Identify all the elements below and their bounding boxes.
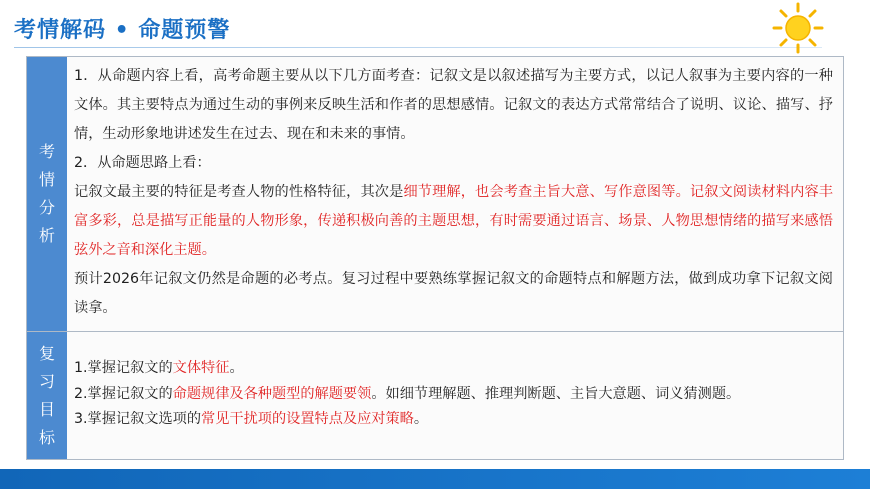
analysis-content <box>74 62 833 323</box>
analysis-paragraph-4: 预计2026年记叙文仍然是命题的必考点。复习过程中要熟练掌握记叙文的命题特点和解题方法，做到成功拿下记叙文阅读拿。 <box>74 271 833 316</box>
analysis-paragraph-1: 1．从命题内容上看，高考命题主要从以下几方面考查：记叙文是以叙述描写为主要方式，以记人叙事为主要内容的一种文体。其主要特点为通过生动的事例来反映生活和作者的思想感情。记叙文的表达方式常常结合了说明、议论、描写、抒情，生动形象地讲述发生在过去、现在和未来的事情。 <box>74 68 833 142</box>
goal-item <box>74 356 833 382</box>
goal-suffix: 。 <box>413 411 429 427</box>
analysis-text: 记叙文最主要的特征是考查人物的性格特征，其次是 <box>74 184 404 200</box>
goal-suffix: 。 <box>229 360 244 376</box>
goal-highlight: 文体特征 <box>172 360 230 376</box>
goals-label: 复习目标 <box>38 343 55 447</box>
analysis-label-cell <box>27 57 67 331</box>
analysis-paragraph-3 <box>74 178 833 265</box>
goal-highlight: 常见干扰项的设置特点及应对策略 <box>201 411 414 427</box>
goal-prefix: 2.掌握记叙文的 <box>74 385 173 402</box>
sun-icon <box>772 2 824 54</box>
row-divider <box>27 331 843 332</box>
analysis-label: 考情分析 <box>38 142 55 245</box>
analysis-highlight: 细节理解，也会考查主旨大意、写作意图等。记叙文阅读材料内容丰富多彩，总是描写正能量的人物形象，传递积极向善的主题思想，有时需要通过语言、场景、人物思想情绪的描写来感悟弦外之音和深化主题。 <box>74 184 833 258</box>
goals-label-cell <box>27 332 67 459</box>
goals-content <box>74 356 833 433</box>
page-title: 考情解码 • 命题预警 <box>14 18 231 43</box>
content-table <box>26 56 844 460</box>
analysis-paragraph-2: 2．从命题思路上看： <box>74 155 211 171</box>
goal-prefix: 3.掌握记叙文选项的 <box>74 411 202 427</box>
goal-suffix: 。如细节理解题、推理判断题、主旨大意题、词义猜测题。 <box>371 385 741 402</box>
footer-bar <box>0 469 870 489</box>
goal-item <box>74 382 833 408</box>
title-divider <box>14 47 822 48</box>
goal-prefix: 1.掌握记叙文的 <box>74 360 173 376</box>
goal-item <box>74 407 833 433</box>
goal-highlight: 命题规律及各种题型的解题要领 <box>172 385 372 402</box>
